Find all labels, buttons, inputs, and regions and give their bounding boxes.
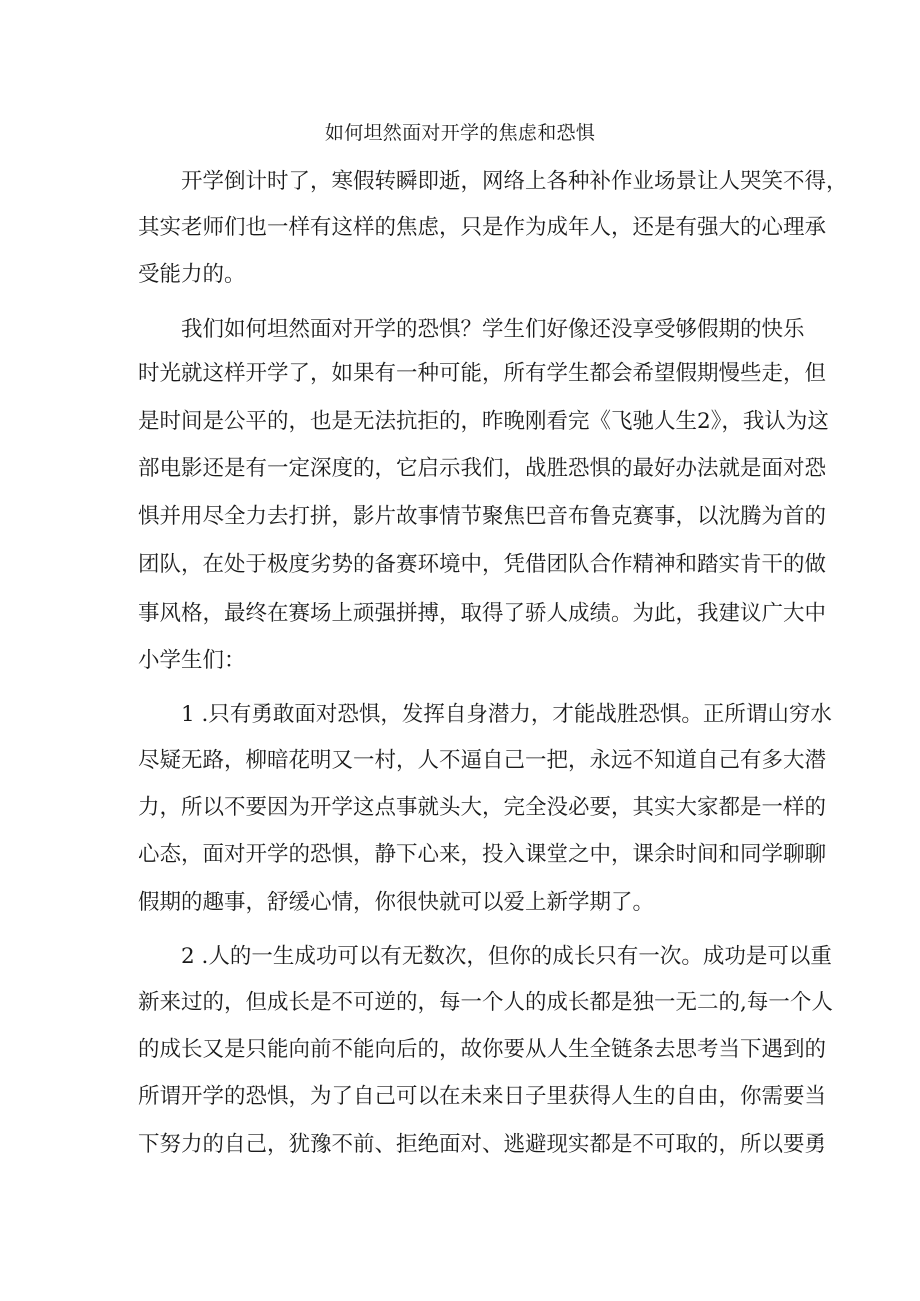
paragraph-3-line-1: 1 .只有勇敢面对恐惧，发挥自身潜力，才能战胜恐惧。正所谓山穷水	[181, 702, 832, 727]
paragraph-3-line-2: 尽疑无路，柳暗花明又一村，人不逼自己一把，永远不知道自己有多大潜	[138, 748, 827, 773]
paragraph-3-line-4: 心态，面对开学的恐惧，静下心来，投入课堂之中，课余时间和同学聊聊	[138, 842, 827, 867]
paragraph-2-line-1: 我们如何坦然面对开学的恐惧？学生们好像还没享受够假期的快乐	[181, 317, 805, 342]
document-title: 如何坦然面对开学的焦虑和恐惧	[324, 122, 596, 144]
paragraph-2-line-5: 惧并用尽全力去打拼，影片故事情节聚焦巴音布鲁克赛事，以沈腾为首的	[138, 504, 827, 529]
paragraph-2-line-6: 团队，在处于极度劣势的备赛环境中，凭借团队合作精神和踏实肯干的做	[138, 552, 827, 577]
paragraph-2-line-8: 小学生们：	[138, 648, 246, 673]
paragraph-2-line-2: 时光就这样开学了，如果有一种可能，所有学生都会希望假期慢些走，但	[138, 361, 827, 386]
paragraph-4-line-2: 新来过的，但成长是不可逆的，每一个人的成长都是独一无二的,每一个人	[138, 990, 833, 1015]
paragraph-4-line-3: 的成长又是只能向前不能向后的，故你要从人生全链条去思考当下遇到的	[138, 1037, 827, 1062]
paragraph-3-line-3: 力，所以不要因为开学这点事就头大，完全没必要，其实大家都是一样的	[138, 795, 827, 820]
paragraph-1-line-2: 其实老师们也一样有这样的焦虑，只是作为成年人，还是有强大的心理承	[138, 215, 827, 240]
paragraph-2-line-7: 事风格，最终在赛场上顽强拼搏，取得了骄人成绩。为此，我建议广大中	[138, 601, 827, 626]
paragraph-3-line-5: 假期的趣事，舒缓心情，你很快就可以爱上新学期了。	[138, 890, 655, 915]
paragraph-1-line-3: 受能力的。	[138, 262, 246, 287]
paragraph-4-line-5: 下努力的自己，犹豫不前、拒绝面对、逃避现实都是不可取的，所以要勇	[138, 1132, 827, 1157]
paragraph-2-line-4: 部电影还是有一定深度的，它启示我们，战胜恐惧的最好办法就是面对恐	[138, 456, 827, 481]
paragraph-1-line-1: 开学倒计时了，寒假转瞬即逝，网络上各种补作业场景让人哭笑不得，	[181, 169, 848, 194]
paragraph-4-line-4: 所谓开学的恐惧，为了自己可以在未来日子里获得人生的自由，你需要当	[138, 1084, 827, 1109]
paragraph-4-line-1: 2 .人的一生成功可以有无数次，但你的成长只有一次。成功是可以重	[181, 944, 832, 969]
paragraph-2-line-3: 是时间是公平的，也是无法抗拒的，昨晚刚看完《飞驰人生2》，我认为这	[138, 409, 829, 434]
